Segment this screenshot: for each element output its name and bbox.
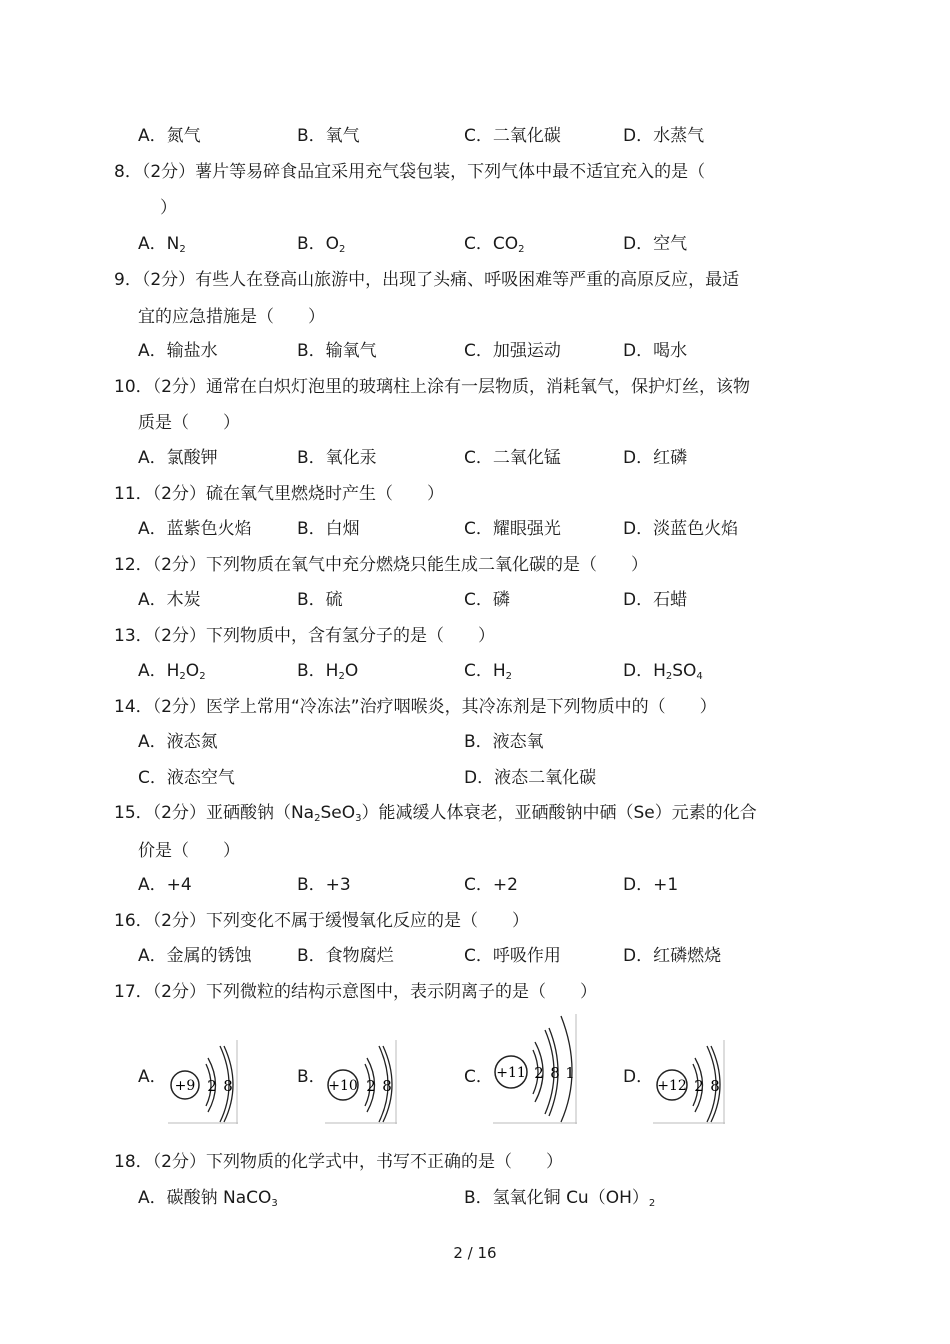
q8-option-c: C．$CO_2$: [464, 234, 525, 255]
question-text: （2分）下列物质在氧气中充分燃烧只能生成二氧化碳的是（ ）: [152, 555, 648, 575]
atom-diagram-icon: [325, 1040, 397, 1124]
q8-option-b: B．$O_2$: [297, 234, 346, 255]
q11-option-a: A．蓝紫色火焰: [138, 519, 252, 539]
page-number: 2 / 16: [453, 1244, 497, 1262]
nucleus-charge: +11: [496, 1065, 526, 1081]
q10-option-d: D．红磷: [623, 448, 688, 468]
q14-option-d: D．液态二氧化碳: [464, 768, 597, 788]
q9-option-a: A．输盐水: [138, 341, 218, 361]
q14-option-c: C．液态空气: [138, 768, 235, 788]
nucleus-charge: +12: [657, 1078, 687, 1094]
question-number: 11．: [114, 484, 153, 504]
q14-option-b: B．液态氧: [464, 732, 544, 752]
q13-option-c: C．$H_2$: [464, 661, 513, 682]
q10-stem-cont: 质是（ ）: [138, 413, 240, 433]
question-number: 12．: [114, 555, 153, 575]
q11-option-b: B．白烟: [297, 519, 360, 539]
question-number: 8．: [114, 162, 142, 182]
question-text: （2分）薯片等易碎食品宜采用充气袋包装，下列气体中最不适宜充入的是（: [141, 162, 706, 182]
q15-option-a: A．+4: [138, 875, 192, 895]
question-text: （2分）硫在氧气里燃烧时产生（ ）: [152, 484, 444, 504]
q8-option-a: A．$N_2$: [138, 234, 186, 255]
question-text: （2分）医学上常用“冷冻法”治疗咽喉炎，其冷冻剂是下列物质中的（ ）: [152, 697, 717, 717]
q17-option-a-diagram: [168, 1040, 238, 1124]
shell-2-electrons: 8: [382, 1077, 392, 1095]
q16-option-d: D．红磷燃烧: [623, 946, 722, 966]
shell-2-electrons: 8: [550, 1064, 560, 1082]
q18-option-b: B．氢氧化铜 $Cu(OH)_2$: [464, 1188, 656, 1209]
q16-option-a: A．金属的锈蚀: [138, 946, 252, 966]
q9-option-c: C．加强运动: [464, 341, 561, 361]
q12-option-c: C．磷: [464, 590, 510, 610]
q17-option-c-label: C．: [464, 1067, 493, 1087]
q17-option-a-label: A．: [138, 1067, 167, 1087]
q10-option-a: A．氯酸钾: [138, 448, 218, 468]
q15-option-d: D．+1: [623, 875, 679, 895]
shell-2-electrons: 8: [223, 1077, 233, 1095]
question-number: 10．: [114, 377, 153, 397]
q18-stem: [114, 1150, 563, 1174]
q12-option-b: B．硫: [297, 590, 343, 610]
q11-stem: [114, 482, 444, 506]
atom-diagram-icon: [653, 1040, 725, 1124]
q13-option-d: D．$H_2SO_4$: [623, 661, 703, 682]
q16-option-c: C．呼吸作用: [464, 946, 561, 966]
q9-stem-cont: 宜的应急措施是（ ）: [138, 307, 325, 327]
shell-1-electrons: 2: [207, 1077, 217, 1095]
q7-option-b: B．氧气: [297, 126, 360, 146]
question-number: 15．: [114, 803, 153, 823]
q8-option-d: D．空气: [623, 234, 688, 254]
question-text: （2分）下列物质中，含有氢分子的是（ ）: [152, 626, 495, 646]
q16-option-b: B．食物腐烂: [297, 946, 394, 966]
q15-option-b: B．+3: [297, 875, 351, 895]
atom-diagram-icon: [168, 1040, 238, 1124]
shell-2-electrons: 8: [710, 1077, 720, 1095]
q12-option-d: D．石蜡: [623, 590, 688, 610]
q17-stem: [114, 980, 597, 1004]
question-text: （2分）有些人在登高山旅游中，出现了头痛、呼吸困难等严重的高原反应，最适: [141, 270, 740, 290]
shell-3-electrons: 1: [565, 1064, 575, 1082]
question-number: 16．: [114, 911, 153, 931]
q17-option-b-diagram: [325, 1040, 397, 1124]
q7-option-a: A．氮气: [138, 126, 201, 146]
question-number: 9．: [114, 270, 142, 290]
q9-stem: [114, 268, 739, 292]
shell-1-electrons: 2: [694, 1077, 704, 1095]
question-number: 18．: [114, 1152, 153, 1172]
q13-option-b: B．$H_2O$: [297, 661, 359, 682]
question-text: （2分）下列微粒的结构示意图中，表示阴离子的是（ ）: [152, 982, 597, 1002]
q11-option-c: C．耀眼强光: [464, 519, 561, 539]
q16-stem: [114, 909, 529, 933]
q8-stem: [114, 160, 705, 184]
question-number: 17．: [114, 982, 153, 1002]
q15-option-c: C．+2: [464, 875, 518, 895]
question-text: （2分）通常在白炽灯泡里的玻璃柱上涂有一层物质，消耗氧气，保护灯丝，该物: [152, 377, 750, 397]
q11-option-d: D．淡蓝色火焰: [623, 519, 739, 539]
q17-option-d-diagram: [653, 1040, 725, 1124]
q15-stem: 15．（2分）亚硒酸钠$(Na_2SeO_3)$能减缓人体衰老，亚硒酸钠中硒（Se）元素的化合: [114, 803, 757, 824]
atom-diagram-icon: [493, 1014, 577, 1124]
q7-option-d: D．水蒸气: [623, 126, 705, 146]
q10-option-b: B．氧化汞: [297, 448, 377, 468]
shell-1-electrons: 2: [366, 1077, 376, 1095]
nucleus-charge: +10: [328, 1078, 358, 1094]
q17-option-d-label: D．: [623, 1067, 654, 1087]
q10-stem: [114, 375, 750, 399]
q13-option-a: A．$H_2O_2$: [138, 661, 206, 682]
q14-option-a: A．液态氮: [138, 732, 218, 752]
q13-stem: [114, 624, 495, 648]
question-number: 13．: [114, 626, 153, 646]
q14-stem: [114, 695, 717, 719]
question-text: （2分）下列变化不属于缓慢氧化反应的是（ ）: [152, 911, 529, 931]
q18-option-a: A．碳酸钠 NaCO$_3$: [138, 1188, 278, 1209]
q15-stem-cont: 价是（ ）: [138, 841, 240, 861]
q7-option-c: C．二氧化碳: [464, 126, 561, 146]
q12-option-a: A．木炭: [138, 590, 201, 610]
nucleus-charge: +9: [174, 1078, 196, 1094]
question-number: 14．: [114, 697, 153, 717]
question-text: （2分）下列物质的化学式中，书写不正确的是（ ）: [152, 1152, 563, 1172]
q10-option-c: C．二氧化锰: [464, 448, 561, 468]
q12-stem: [114, 553, 648, 577]
q9-option-d: D．喝水: [623, 341, 688, 361]
q9-option-b: B．输氧气: [297, 341, 377, 361]
q8-stem-cont: ）: [160, 198, 177, 218]
q17-option-b-label: B．: [297, 1067, 326, 1087]
q17-option-c-diagram: [493, 1014, 577, 1124]
shell-1-electrons: 2: [534, 1064, 544, 1082]
